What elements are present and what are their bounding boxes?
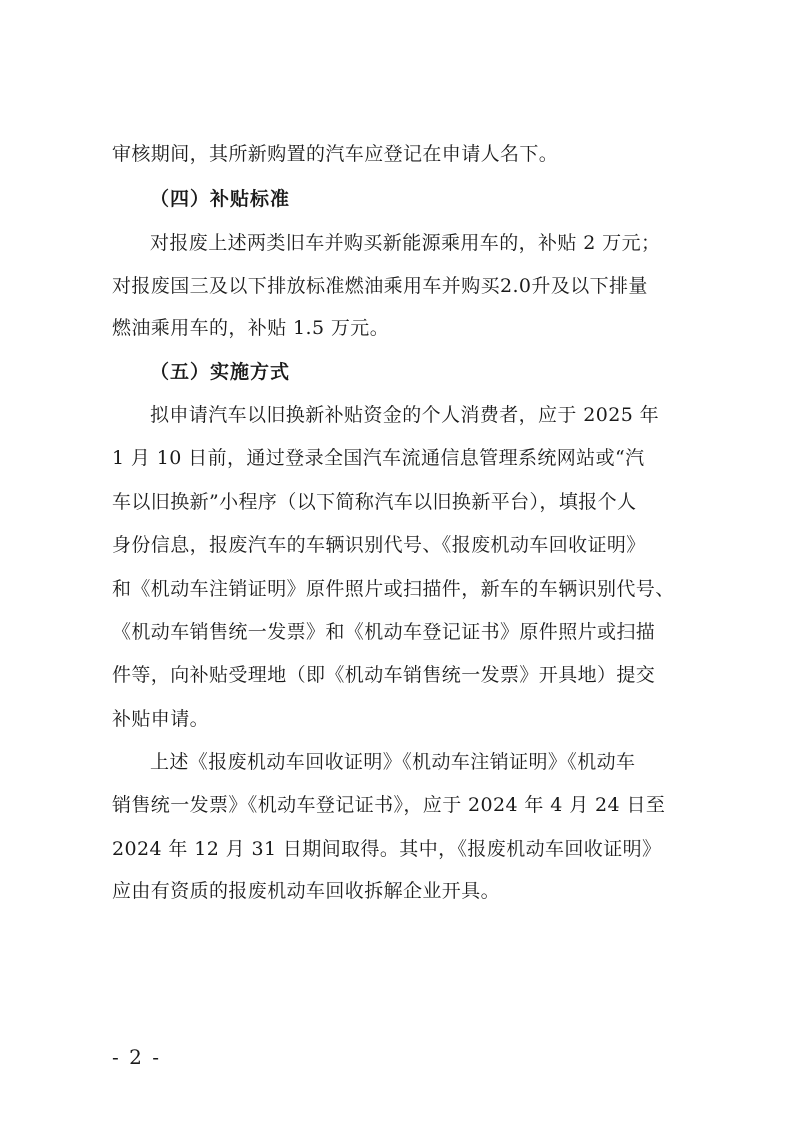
paragraph-line: 身份信息，报废汽车的车辆识别代号、《报废机动车回收证明》 bbox=[112, 534, 646, 556]
paragraph-line: 销售统一发票》《机动车登记证书》，应于 2024 年 4 月 24 日至 bbox=[112, 794, 666, 816]
paragraph-line: 2024 年 12 月 31 日期间取得。其中，《报废机动车回收证明》 bbox=[112, 838, 662, 860]
paragraph-line: 1 月 10 日前，通过登录全国汽车流通信息管理系统网站或“汽 bbox=[112, 447, 645, 469]
paragraph-line: 车以旧换新”小程序（以下简称汽车以旧换新平台），填报个人 bbox=[112, 491, 637, 513]
paragraph-line: 对报废上述两类旧车并购买新能源乘用车的，补贴 2 万元； bbox=[150, 232, 661, 254]
paragraph-line: 审核期间，其所新购置的汽车应登记在申请人名下。 bbox=[112, 143, 559, 165]
paragraph-line: 燃油乘用车的，补贴 1.5 万元。 bbox=[112, 317, 390, 339]
paragraph-line: 应由有资质的报废机动车回收拆解企业开具。 bbox=[112, 880, 501, 902]
paragraph-line: 件等，向补贴受理地（即《机动车销售统一发票》开具地）提交 bbox=[112, 664, 656, 686]
paragraph-line: 和《机动车注销证明》原件照片或扫描件，新车的车辆识别代号、 bbox=[112, 578, 675, 600]
paragraph-line: 对报废国三及以下排放标准燃油乘用车并购买2.0升及以下排量 bbox=[112, 275, 648, 297]
paragraph-line: 上述《报废机动车回收证明》《机动车注销证明》《机动车 bbox=[150, 751, 636, 773]
section-heading-subsidy-standard: （四）补贴标准 bbox=[150, 188, 291, 210]
page-number: - 2 - bbox=[112, 1045, 161, 1069]
paragraph-line: 《机动车销售统一发票》和《机动车登记证书》原件照片或扫描 bbox=[112, 621, 656, 643]
paragraph-line: 拟申请汽车以旧换新补贴资金的个人消费者，应于 2025 年 bbox=[150, 404, 660, 426]
paragraph-line: 补贴申请。 bbox=[112, 708, 210, 730]
section-heading-implementation: （五）实施方式 bbox=[150, 361, 291, 383]
